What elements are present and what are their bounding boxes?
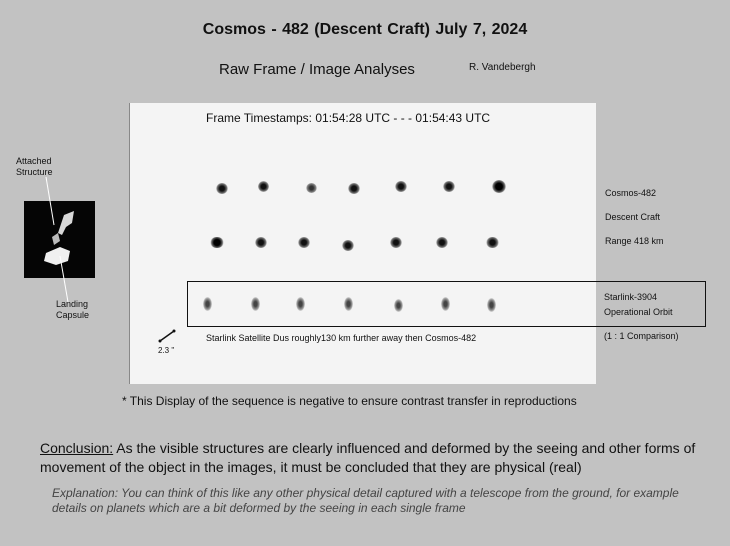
cosmos-image-12 xyxy=(390,237,402,248)
side-label-orbit: Operational Orbit xyxy=(604,307,673,317)
cosmos-image-13 xyxy=(436,237,448,248)
scale-label: 2.3 " xyxy=(158,346,175,355)
cosmos-image-1 xyxy=(216,183,228,194)
cosmos-image-10 xyxy=(298,237,310,248)
comparison-label: (1 : 1 Comparison) xyxy=(604,331,679,341)
cosmos-image-2 xyxy=(258,181,269,192)
cosmos-image-3 xyxy=(306,183,317,193)
cosmos-image-8 xyxy=(210,237,224,248)
conclusion-heading: Conclusion: xyxy=(40,440,114,456)
pointer-lines xyxy=(0,0,130,320)
cosmos-image-14 xyxy=(486,237,499,248)
cosmos-image-5 xyxy=(395,181,407,192)
comparison-box xyxy=(187,281,706,327)
cosmos-image-6 xyxy=(443,181,455,192)
frame-timestamps: Frame Timestamps: 01:54:28 UTC - - - 01:54:43 UTC xyxy=(206,111,491,125)
conclusion-text: As the visible structures are clearly influenced and deformed by the seeing and other forms of movement of the object in the images, it must be concluded that they are physical (real) xyxy=(40,440,696,475)
cosmos-image-7 xyxy=(492,180,506,193)
page-subtitle: Raw Frame / Image Analyses xyxy=(219,61,415,78)
label-attached-structure: Attached Structure xyxy=(16,156,53,177)
label-landing-capsule: Landing Capsule xyxy=(56,299,90,320)
author-name: R. Vandebergh xyxy=(469,62,536,73)
footnote: * This Display of the sequence is negative to ensure contrast transfer in reproductions xyxy=(122,394,577,408)
cosmos-image-4 xyxy=(348,183,360,194)
explanation-paragraph: Explanation: You can think of this like any other physical detail captured with a telescope from the ground, for example details on planets which are a bit deformed by the seeing in each single frame xyxy=(52,486,679,515)
cosmos-image-11 xyxy=(342,240,354,251)
side-label-starlink: Starlink-3904 xyxy=(604,292,658,302)
conclusion-paragraph xyxy=(40,439,730,477)
starlink-note: Starlink Satellite Dus roughly130 km further away then Cosmos-482 xyxy=(206,333,477,343)
page-title: Cosmos - 482 (Descent Craft) July 7, 2024 xyxy=(202,21,528,38)
side-label-cosmos: Cosmos-482 xyxy=(605,188,657,198)
cosmos-image-9 xyxy=(255,237,267,248)
side-label-range: Range 418 km xyxy=(605,236,664,246)
side-label-descent: Descent Craft xyxy=(605,212,661,222)
scale-bar xyxy=(158,329,176,343)
